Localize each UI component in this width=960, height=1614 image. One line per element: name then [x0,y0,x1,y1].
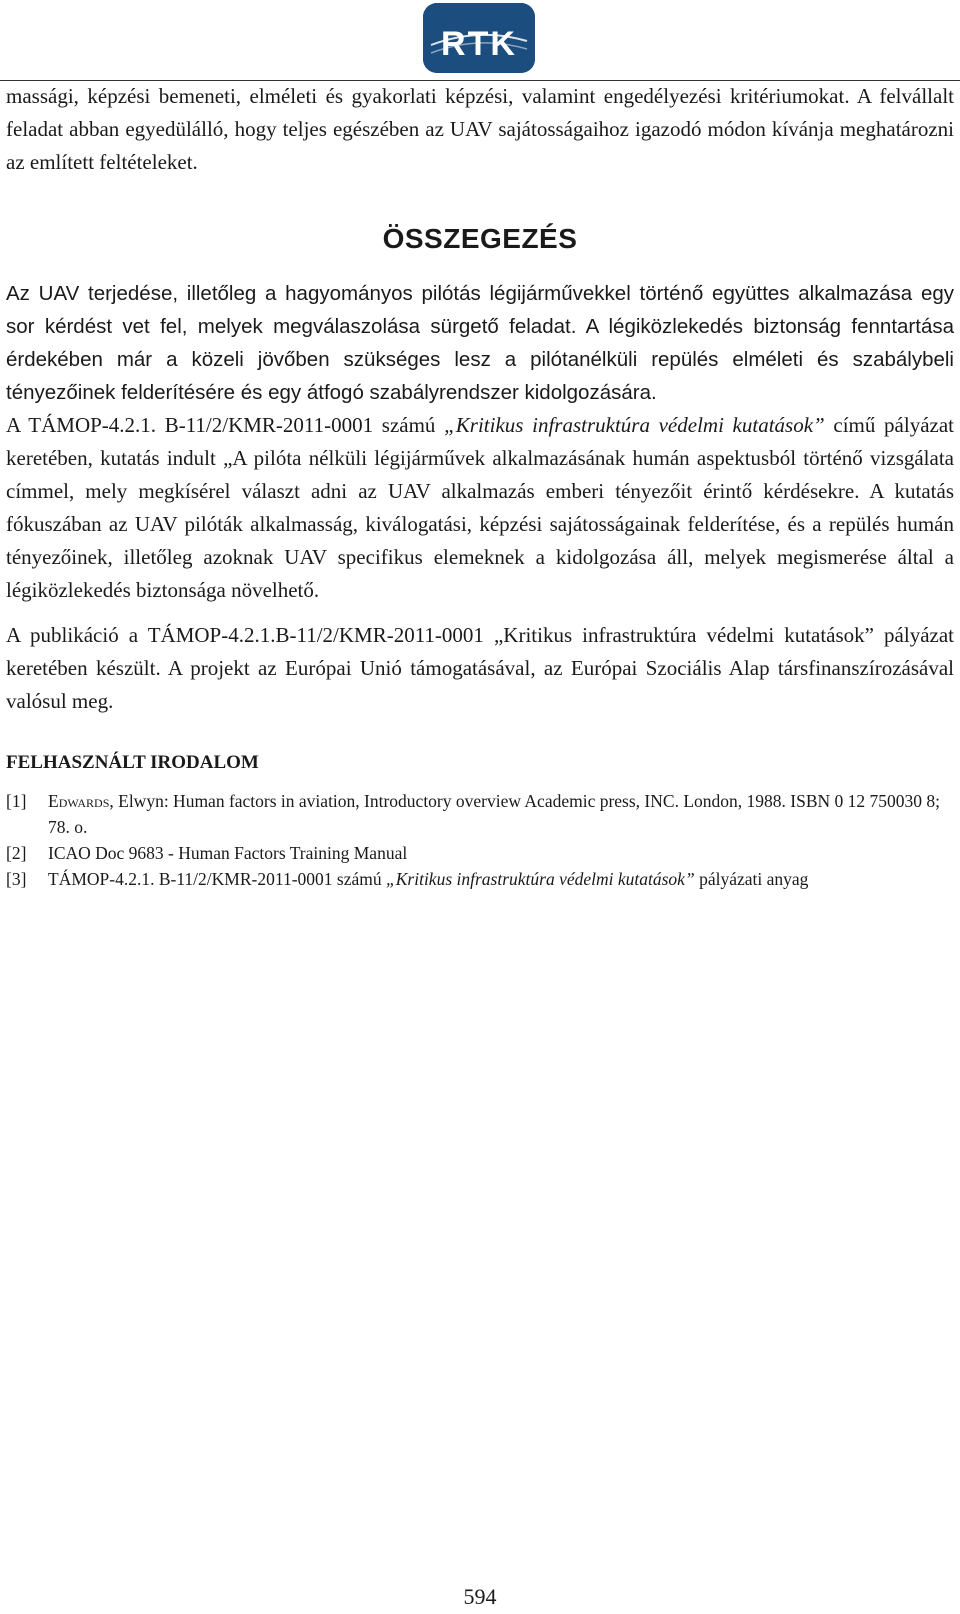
reference-number: [1] [6,791,27,811]
reference-item [6,866,954,892]
rtk-logo [423,3,535,73]
summary-paragraph-1: Az UAV terjedése, illetőleg a hagyományos pilótás légijárművekkel történő együttes alkalmazása egy sor kérdést vet fel, melyek megválaszolása sürgető feladat. A légiközlekedés biztonság fenntartása érdekében már a közeli jövőben szükséges lesz a pilótanélküli repülés elméleti és szabálybeli tényezőinek felderítésére és egy átfogó szabályrendszer kidolgozására. [6,282,954,404]
reference-author: Edwards [48,791,110,811]
references-list [6,788,954,892]
summary-paragraph-2-rest: című pályázat keretében, kutatás indult „A pilóta nélküli légijárművek alkalmazásának humán aspektusból történő vizsgálata címmel, mely megkísérel választ adni az UAV alkalmazás emberi tényezőit érintő kérdésekre. A kutatás fókuszában az UAV pilóták alkalmasság, kiválogatási, képzési sajátosságainak felderítése, és a repülés humán tényezőinek, illetőleg azoknak UAV specifikus elemeknek a kidolgozása áll, melyek megismerése által a légiközlekedés biztonsága növelhető. [6,413,954,602]
reference-item [6,840,954,866]
reference-details-rest: pályázati anyag [694,869,809,889]
page-number: 594 [463,1584,497,1609]
svg-text:RTK: RTK [441,25,517,63]
reference-text [48,866,954,892]
reference-item [6,788,954,840]
acknowledgement-paragraph: A publikáció a TÁMOP-4.2.1.B-11/2/KMR-2011-0001 „Kritikus infrastruktúra védelmi kutatások” pályázat keretében készült. A projekt az Európai Unió támogatásával, az Európai Szociális Alap társfinanszírozásával valósul meg. [6,623,954,713]
reference-details: TÁMOP-4.2.1. B-11/2/KMR-2011-0001 számú [48,869,386,889]
reference-text: ICAO Doc 9683 - Human Factors Training Manual [48,843,408,863]
page-header [0,0,960,82]
summary-paragraph-2 [6,409,954,607]
reference-title-italic: „Kritikus infrastruktúra védelmi kutatások” [386,869,695,889]
references-heading: FELHASZNÁLT IRODALOM [6,752,259,773]
summary-paragraph-2-start: A TÁMOP-4.2.1. B-11/2/KMR-2011-0001 számú [6,413,445,437]
reference-text [48,788,954,840]
reference-details: , Elwyn: Human factors in aviation, Introductory overview Academic press, INC. London, 1988. ISBN 0 12 750030 8; 78. o. [48,791,940,837]
reference-number: [2] [6,843,27,863]
document-body [6,80,954,892]
rtk-logo-mark [423,3,535,73]
summary-title: ÖSSZEGEZÉS [382,223,578,254]
intro-paragraph: massági, képzési bemeneti, elméleti és gyakorlati képzési, valamint engedélyezési kritériumokat. A felvállalt feladat abban egyedülálló, hogy teljes egészében az UAV sajátosságaihoz igazodó módon kívánja meghatározni az említett feltételeket. [6,84,954,174]
reference-number: [3] [6,869,27,889]
summary-paragraph-2-italic: „Kritikus infrastruktúra védelmi kutatások” [444,413,825,437]
